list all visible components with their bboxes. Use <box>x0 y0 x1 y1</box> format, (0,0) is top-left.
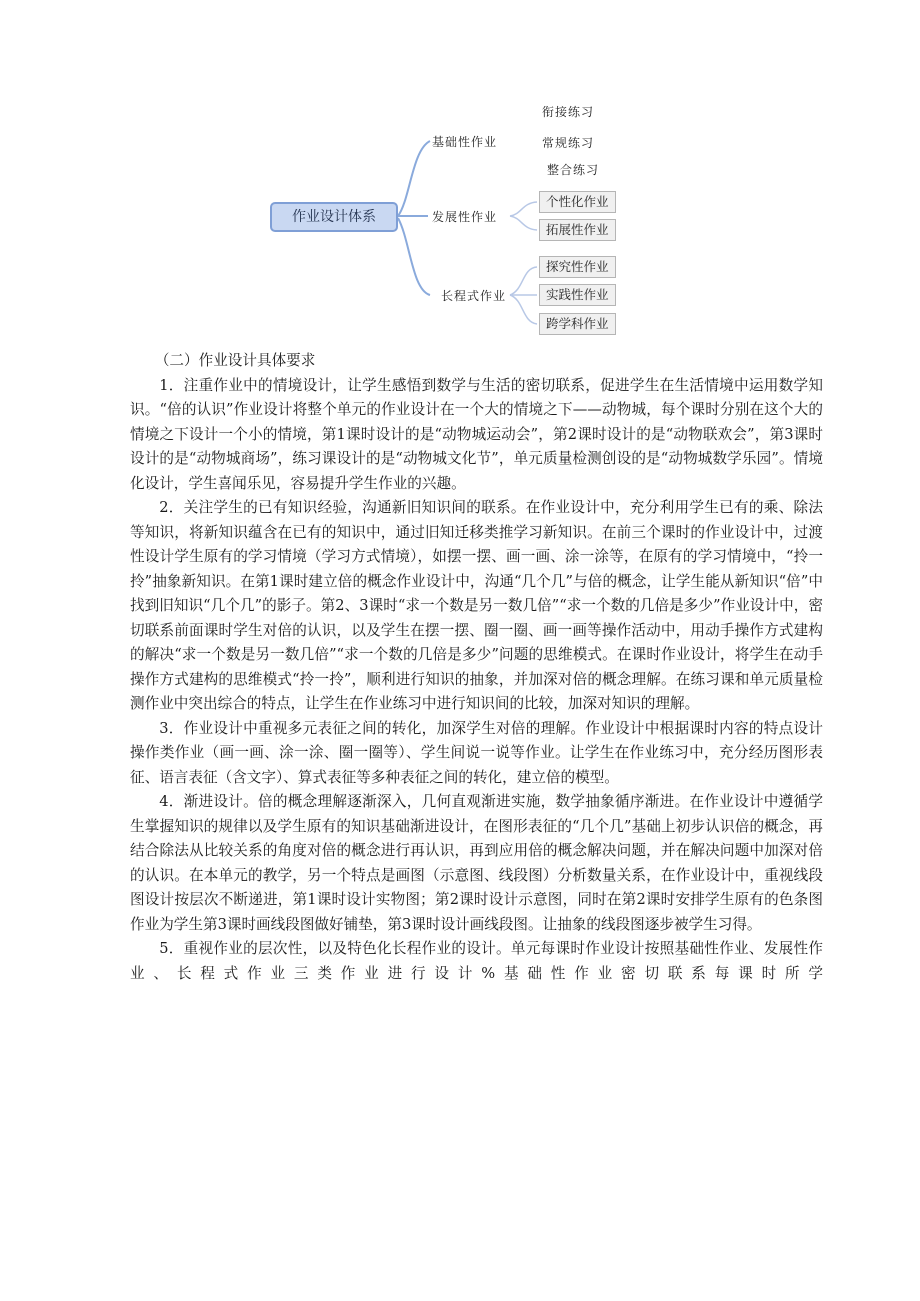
leaf-extension-homework: 拓展性作业 <box>539 219 616 241</box>
connector-long-leaf1 <box>510 267 537 295</box>
paragraph-2: 2．关注学生的已有知识经验，沟通新旧知识间的联系。在作业设计中，充分利用学生已有的乘、除法等知识，将新知识蕴含在已有的知识中，通过旧知迁移类推学习新知识。在前三个课时的作业设计中，过渡性设计学生原有的学习情境（学习方式情境），如摆一摆、画一画、涂一涂等，在原有的学习情境中，“拎一拎”抽象新知识。在第1课时建立倍的概念作业设计中，沟通“几个几”与倍的概念，让学生能从新知识“倍”中找到旧知识“几个几”的影子。第2、3课时“求一个数是另一数几倍”“求一个数的几倍是多少”作业设计中，密切联系前面课时学生对倍的认识，以及学生在摆一摆、圈一圈、画一画等操作活动中，用动手操作方式建构的解决“求一个数是另一数几倍”“求一个数的几倍是多少”问题的思维模式。在课时作业设计，将学生在动手操作方式建构的思维模式“拎一拎”，顺利进行知识的抽象，并加深对倍的概念理解。在练习课和单元质量检测作业中突出综合的特点，让学生在作业练习中进行知识间的比较，加深对知识的理解。 <box>130 499 823 712</box>
leaf-interdisciplinary-homework: 跨学科作业 <box>539 313 616 335</box>
branch-long-label: 长程式作业 <box>441 289 507 303</box>
leaf-personalized-homework: 个性化作业 <box>539 191 616 213</box>
leaf-inquiry-homework: 探究性作业 <box>539 256 616 278</box>
connector-root-basic <box>398 141 430 216</box>
leaf-bridging-practice: 衔接练习 <box>542 105 595 119</box>
branch-develop-label: 发展性作业 <box>432 210 498 224</box>
connector-develop-leaf2 <box>510 216 537 230</box>
section-heading: （二）作业设计具体要求 <box>154 352 316 369</box>
paragraph-3: 3．作业设计中重视多元表征之间的转化，加深学生对倍的理解。作业设计中根据课时内容的特点设计操作类作业（画一画、涂一涂、圈一圈等）、学生间说一说等作业。让学生在作业练习中，充分经历图形表征、语言表征（含文字）、算式表征等多种表征之间的转化，建立倍的模型。 <box>130 719 823 786</box>
leaf-practice-homework: 实践性作业 <box>539 284 616 306</box>
homework-design-mindmap <box>0 0 920 345</box>
paragraph-1: 1．注重作业中的情境设计，让学生感悟到数学与生活的密切联系，促进学生在生活情境中运用数学知识。“倍的认识”作业设计将整个单元的作业设计在一个大的情境之下——动物城，每个课时分别在这个大的情境之下设计一个小的情境，第1课时设计的是“动物城运动会”，第2课时设计的是“动物联欢会”，第3课时设计的是“动物城商场”，练习课设计的是“动物城文化节”，单元质量检测创设的是“动物城数学乐园”。情境化设计，学生喜闻乐见，容易提升学生作业的兴趣。 <box>130 376 823 492</box>
paragraph-5: 5．重视作业的层次性，以及特色化长程作业的设计。单元每课时作业设计按照基础性作业、发展性作业、长程式作业三类作业进行设计%基础性作业密切联系每课时所学 <box>130 940 823 982</box>
branch-basic-label: 基础性作业 <box>432 135 498 149</box>
mindmap-root-node: 作业设计体系 <box>270 202 398 232</box>
leaf-integrated-practice: 整合练习 <box>547 163 600 177</box>
leaf-regular-practice: 常规练习 <box>542 136 595 150</box>
connector-develop-leaf1 <box>510 202 537 216</box>
document-body <box>130 349 823 986</box>
paragraph-4: 4．渐进设计。倍的概念理解逐渐深入，几何直观渐进实施，数学抽象循序渐进。在作业设计中遵循学生掌握知识的规律以及学生原有的知识基础渐进设计，在图形表征的“几个几”基础上初步认识倍的概念，再结合除法从比较关系的角度对倍的概念进行再认识，再到应用倍的概念解决问题，并在解决问题中加深对倍的认识。在本单元的教学，另一个特点是画图（示意图、线段图）分析数量关系，在作业设计中，重视线段图设计按层次不断递进，第1课时设计实物图；第2课时设计示意图，同时在第2课时安排学生原有的色条图作业为学生第3课时画线段图做好铺垫，第3课时设计画线段图。让抽象的线段图逐步被学生习得。 <box>130 793 823 933</box>
connector-root-long <box>398 218 430 295</box>
connector-long-leaf3 <box>510 295 537 324</box>
